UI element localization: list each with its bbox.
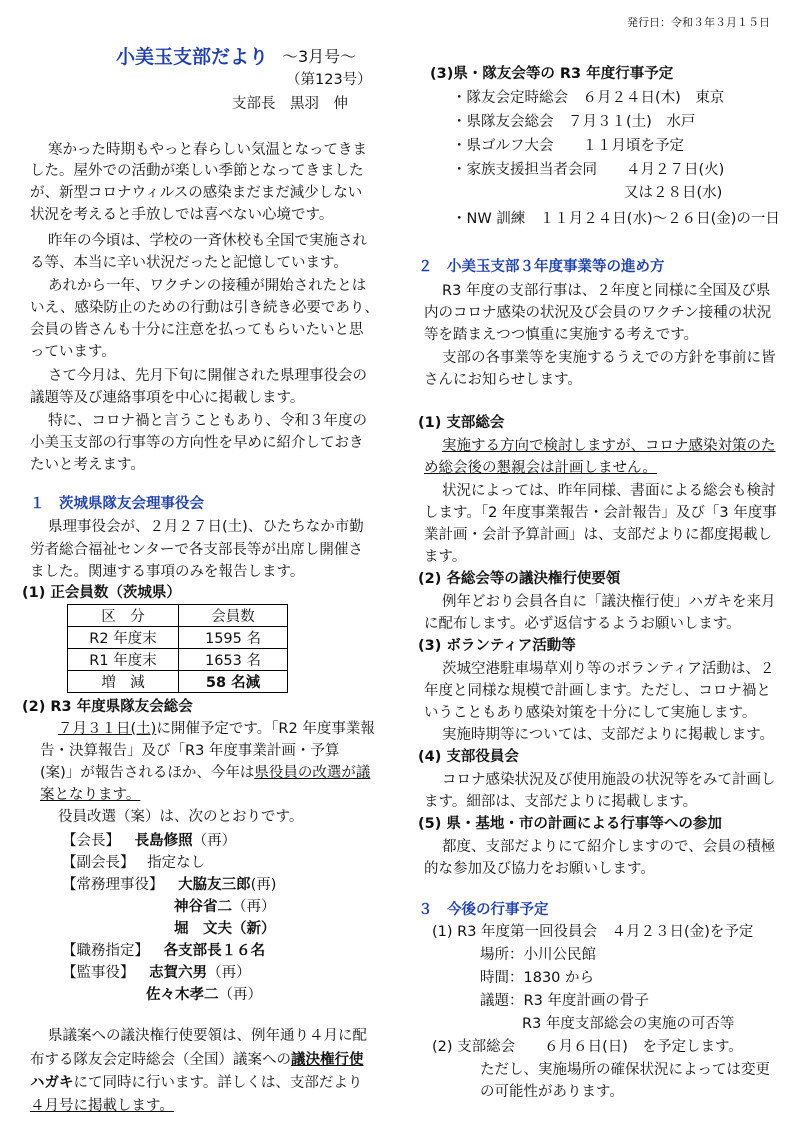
schedule-item: (2) 支部総会 ６月６日(日) を予定します。 [432, 1039, 743, 1055]
officer-row [62, 853, 205, 873]
issue-month: ～3月号～ [282, 47, 357, 66]
assembly-text: (案)」が報告されるほか、今年は [40, 765, 255, 781]
general-meeting-line: ます。 [424, 549, 467, 565]
officer-row [174, 919, 276, 939]
closing-line: ４月号に掲載します。 [30, 1098, 174, 1114]
issue-number: （第123号） [286, 72, 372, 88]
officer-note: 指定なし [147, 855, 206, 871]
volunteer-heading: (3) ボランティア活動等 [418, 638, 576, 654]
intro-line: 会員の皆さんも十分に注意を払ってもらいたいと思 [30, 322, 364, 338]
general-meeting-line: 業計画・会計予算計画」は、支部だよりに都度掲載し [424, 527, 772, 543]
closing-text: にて同時に行います。詳しくは、支部だより [73, 1075, 363, 1091]
schedule-detail: R3 年度支部総会の実施の可否等 [522, 1016, 735, 1032]
general-meeting-heading: (1) 支部総会 [418, 415, 505, 431]
officer-name: 佐々木孝二 [146, 987, 219, 1003]
officer-note: (再) [250, 877, 277, 893]
event-item: ・県ゴルフ大会 １１月頃を予定 [452, 138, 684, 154]
officer-role: 【副会長】 [62, 855, 135, 871]
intro-line: 寒かった時期もやっと春らしい気温となってきま [48, 142, 367, 158]
section2-heading: ２ 小美玉支部３年度事業等の進め方 [418, 259, 665, 275]
member-count-heading: (1) 正会員数（茨城県） [22, 585, 181, 601]
section1-body-line: ました。関連する事項のみを報告します。 [30, 564, 305, 580]
officer-row [174, 897, 276, 917]
intro-line: した。屋外での活動が楽しい季節となってきました [30, 163, 364, 179]
schedule-detail: 議題：R3 年度計画の骨子 [480, 993, 649, 1009]
officer-name: 神谷省二 [174, 899, 232, 915]
event-item: ・NW 訓練 １１月２４日(水)～２６日(金)の一日 [452, 211, 780, 227]
intro-line: っています。 [30, 344, 116, 360]
participation-line: 都度、支部だよりにて紹介しますので、会員の積極 [442, 839, 776, 855]
section2-body-line: さんにお知らせします。 [424, 372, 582, 388]
table-cell: 1653 名 [179, 649, 288, 671]
section2-body-line: R3 年度の支部行事は、２年度と同様に全国及び県 [442, 283, 771, 299]
newsletter-title: 小美玉支部だより [116, 46, 269, 68]
table-cell: 1595 名 [179, 627, 288, 649]
officer-name: 大脇友三郎 [178, 877, 251, 893]
intro-line: あれから一年、ワクチンの接種が開始されたとは [48, 278, 367, 294]
officer-note: （再） [218, 987, 262, 1003]
election-note: 案となります。 [40, 787, 141, 803]
assembly-date: ７月３１日(土) [58, 721, 157, 737]
intro-line: 状況を考えると手放しでは喜べない心境です。 [30, 207, 334, 223]
events-heading: (3)県・隊友会等の R3 年度行事予定 [430, 66, 674, 82]
schedule-detail: ただし、実施場所の確保状況によっては変更 [480, 1062, 770, 1078]
closing-line: 県議案への議決権行使要領は、例年通り４月に配 [48, 1028, 367, 1044]
intro-line: 小美玉支部の行事等の方向性を早めに紹介しておき [30, 435, 364, 451]
assembly-text: に開催予定です。「R2 年度事業報 [156, 721, 375, 737]
closing-line [30, 1073, 362, 1093]
schedule-item: (1) R3 年度第一回役員会 ４月２３日(金)を予定 [432, 924, 754, 940]
officer-row [146, 985, 262, 1005]
officer-role: 【職務指定】 [62, 943, 149, 959]
section3-heading: ３ 今後の行事予定 [418, 902, 549, 918]
officer-row [62, 963, 251, 983]
officer-role: 【監事役】 [62, 965, 135, 981]
intro-line: さて今月は、先月下旬に開催された県理事役会の [48, 368, 367, 384]
schedule-detail: 場所：小川公民館 [480, 947, 596, 963]
assembly-line [40, 763, 370, 783]
participation-heading: (5) 県・基地・市の計画による行事等への参加 [418, 816, 722, 832]
volunteer-line: 年度と同様な規模で計画します。ただし、コロナ禍と [424, 683, 771, 699]
table-cell: 58 名減 [179, 671, 288, 693]
assembly-line [58, 719, 375, 739]
officer-row [62, 831, 236, 851]
closing-line [30, 1050, 364, 1070]
voting-line: 例年どおり会員各自に「議決権行使」ハガキを来月 [442, 594, 776, 610]
officers-intro: 役員改選（案）は、次のとおりです。 [58, 809, 304, 825]
closing-bold: ハガキ [30, 1075, 74, 1091]
section1-heading: １ 茨城県隊友会理事役会 [30, 496, 204, 512]
officer-name: 長島修照 [134, 833, 193, 849]
officer-note: （再） [207, 965, 251, 981]
officer-role: 【常務理事役】 [62, 877, 164, 893]
author: 支部長 黒羽 伸 [232, 96, 348, 112]
closing-bold: 議決権行使 [291, 1052, 364, 1068]
board-meeting-heading: (4) 支部役員会 [418, 749, 519, 765]
intro-line: る等、本当に辛い状況だったと記憶しています。 [30, 255, 348, 271]
intro-line: 昨年の今頃は、学校の一斉休校も全国で実施され [48, 233, 367, 249]
table-header-row [68, 605, 288, 627]
closing-text: 布する隊友会定時総会（全国）議案への [30, 1052, 291, 1068]
intro-line: が、新型コロナウィルスの感染まだまだ減少しない [30, 185, 363, 201]
officer-name: 志賀六男 [149, 965, 208, 981]
assembly-line: 告・決算報告」及び「R3 年度事業計画・予算 [40, 743, 340, 759]
officer-name: 堀 文夫 [174, 921, 232, 937]
general-meeting-note: 実施する方向で検討しますが、コロナ感染対策のた [442, 438, 776, 454]
issue-date: 発行日：令和３年３月１５日 [627, 16, 770, 29]
event-item: 又は２８日(水) [624, 185, 723, 201]
general-meeting-line: 状況によっては、昨年同様、書面による総会も検討 [442, 483, 776, 499]
voting-line: に配布します。必ず返信するようお願いします。 [424, 616, 741, 632]
event-item: ・県隊友会総会 ７月３１(土) 水戸 [452, 114, 696, 130]
voting-heading: (2) 各総会等の議決権行使要領 [418, 571, 621, 587]
section1-body-line: 労者総合福祉センターで各支部長等が出席し開催さ [30, 542, 363, 558]
board-meeting-line: コロナ感染状況及び使用施設の状況等をみて計画し [442, 772, 776, 788]
table-cell: 増 減 [68, 671, 179, 693]
volunteer-line: 茨城空港駐車場草刈り等のボランティア活動は、２ [442, 661, 775, 677]
officer-note: （再） [192, 833, 237, 849]
officer-note: （再） [232, 899, 276, 915]
officer-name: 各支部長１６名 [163, 943, 266, 959]
table-row [68, 627, 288, 649]
schedule-detail: の可能性があります。 [480, 1084, 624, 1100]
event-item: ・家族支援担当者会同 ４月２７日(火) [452, 162, 725, 178]
intro-line: たいと考えます。 [30, 457, 145, 473]
participation-line: 的な参加及び協力をお願いします。 [424, 861, 655, 877]
general-meeting-line: します。「2 年度事業報告・会計報告」及び「3 年度事 [424, 505, 777, 521]
election-note: 県役員の改選が議 [254, 765, 371, 781]
table-header-cell: 会員数 [179, 605, 288, 627]
section1-body-line: 県理事役会が、２月２７日(土)、ひたちなか市勤 [48, 519, 364, 535]
section2-body-line: 支部の各事業等を実施するうえでの方針を事前に皆 [442, 350, 776, 366]
schedule-detail: 時間：1830 から [480, 970, 595, 986]
officer-row [62, 941, 265, 961]
member-count-table [67, 604, 288, 693]
general-meeting-note: め総会後の懇親会は計画しません。 [424, 460, 657, 476]
intro-line: 議題等及び連絡事項を中心に掲載します。 [30, 390, 305, 406]
event-item: ・隊友会定時総会 ６月２４日(木) 東京 [452, 90, 725, 106]
intro-line: 特に、コロナ禍と言うこともあり、令和３年度の [48, 413, 367, 429]
officer-note: （新） [232, 921, 276, 937]
volunteer-line: 実施時期等については、支部だよりに掲載します。 [442, 727, 775, 743]
section2-body-line: 内のコロナ感染の状況及び会員のワクチン接種の状況 [424, 305, 772, 321]
table-row [68, 649, 288, 671]
section2-body-line: 等を踏まえつつ慎重に実施する考えです。 [424, 327, 699, 343]
table-row [68, 671, 288, 693]
officer-row [62, 875, 276, 895]
volunteer-line: いうこともあり感染対策を十分にして実施します。 [424, 705, 757, 721]
table-header-cell: 区 分 [68, 605, 179, 627]
prefecture-assembly-heading: (2) R3 年度県隊友会総会 [22, 699, 193, 715]
board-meeting-line: ます。細部は、支部だよりに掲載します。 [424, 794, 698, 810]
table-cell: R2 年度末 [68, 627, 179, 649]
officer-role: 【会長】 [62, 833, 120, 849]
table-cell: R1 年度末 [68, 649, 179, 671]
intro-line: いえ、感染防止のための行動は引き続き必要であり、 [30, 300, 379, 316]
